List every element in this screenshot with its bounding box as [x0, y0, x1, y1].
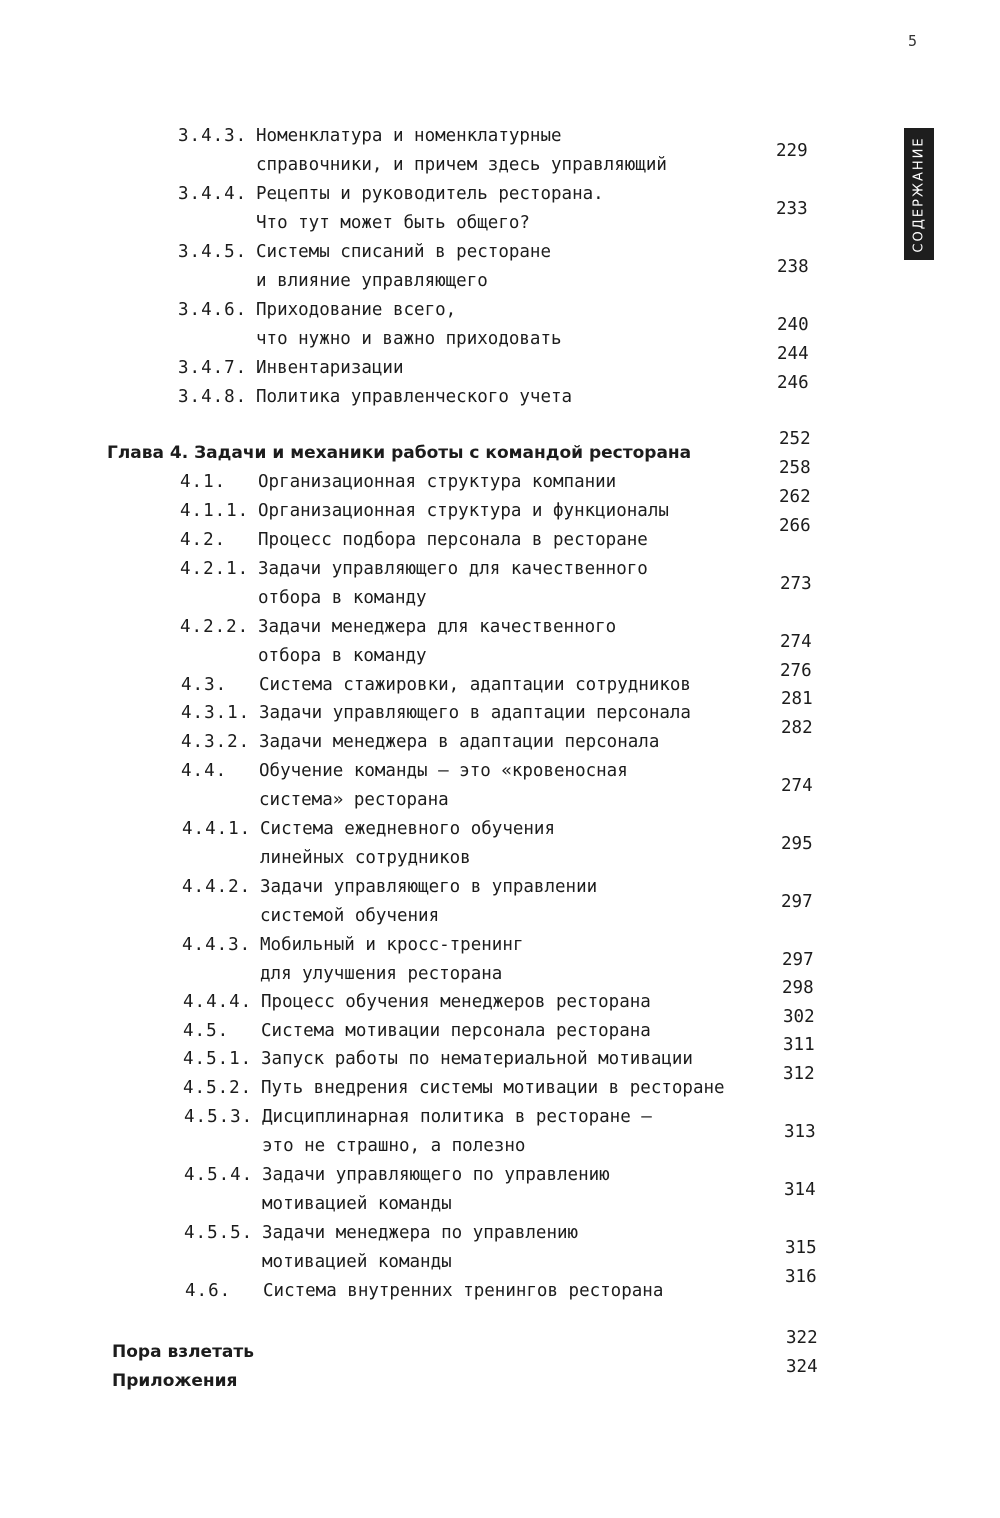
- section-title: Инвентаризации: [256, 358, 404, 378]
- toc-entry-line: [183, 1017, 651, 1046]
- toc-entry-line: [182, 931, 523, 960]
- page-ref: 297: [782, 950, 814, 970]
- toc-entry-line: [178, 325, 562, 354]
- section-title: Что тут может быть общего?: [256, 213, 530, 233]
- page-ref: 295: [781, 834, 813, 854]
- page-ref: 316: [785, 1267, 817, 1287]
- section-tab: [904, 128, 934, 260]
- toc-entry-line: [182, 873, 597, 902]
- page-ref: 276: [780, 661, 812, 681]
- section-number: 4.4.2.: [182, 877, 252, 897]
- section-title: Задачи управляющего в адаптации персонала: [259, 703, 691, 723]
- section-title: Путь внедрения системы мотивации в ресторане: [261, 1078, 725, 1098]
- toc-entry-line: [181, 757, 628, 786]
- section-title: Организационная структура и функционалы: [258, 501, 669, 521]
- section-number: 4.1.: [180, 472, 227, 492]
- toc-entry-line: [178, 180, 604, 209]
- section-title: мотивацией команды: [262, 1194, 452, 1214]
- page-ref: 262: [779, 487, 811, 507]
- section-title: Система стажировки, адаптации сотрудников: [259, 675, 691, 695]
- toc-entry-line: [178, 122, 562, 151]
- toc-entry-line: [181, 671, 691, 700]
- toc-entry-line: [185, 1277, 663, 1306]
- page-ref: 273: [780, 574, 812, 594]
- page-ref: 252: [779, 429, 811, 449]
- section-title: Дисциплинарная политика в ресторане —: [262, 1107, 652, 1127]
- section-number: 4.5.1.: [183, 1049, 253, 1069]
- section-title: Система внутренних тренингов ресторана: [263, 1281, 664, 1301]
- section-number: 4.4.3.: [182, 935, 252, 955]
- toc-entry-line: [180, 555, 648, 584]
- section-title: Задачи управляющего в управлении: [260, 877, 598, 897]
- toc-entry-line: [181, 786, 449, 815]
- section-number: 4.5.: [183, 1021, 230, 1041]
- section-title: Номенклатура и номенклатурные: [256, 126, 562, 146]
- toc-entry-line: [184, 1248, 452, 1277]
- section-title: Система мотивации персонала ресторана: [261, 1021, 651, 1041]
- section-title: Системы списаний в ресторане: [256, 242, 552, 262]
- toc-entry-line: [184, 1132, 525, 1161]
- toc-entry-line: [178, 238, 551, 267]
- section-number: 4.3.: [181, 675, 228, 695]
- section-title: это не страшно, а полезно: [262, 1136, 526, 1156]
- page-ref: 281: [781, 689, 813, 709]
- page-ref: 244: [777, 344, 809, 364]
- section-title: линейных сотрудников: [260, 848, 471, 868]
- chapter-title: Пора взлетать: [112, 1342, 255, 1362]
- chapter-title: Приложения: [112, 1371, 238, 1391]
- section-title: Политика управленческого учета: [256, 387, 573, 407]
- section-title: Процесс обучения менеджеров ресторана: [261, 992, 651, 1012]
- page-ref: 324: [786, 1357, 818, 1377]
- section-number: 3.4.3.: [178, 126, 248, 146]
- toc-entry-line: [178, 354, 404, 383]
- section-number: 4.2.: [180, 530, 227, 550]
- page-ref: 313: [784, 1122, 816, 1142]
- section-title: Процесс подбора персонала в ресторане: [258, 530, 648, 550]
- toc-entry-line: [182, 844, 471, 873]
- toc-entry-line: [182, 960, 502, 989]
- section-title: Рецепты и руководитель ресторана.: [256, 184, 604, 204]
- section-title: отбора в команду: [258, 588, 427, 608]
- section-number: 4.4.1.: [182, 819, 252, 839]
- section-title: справочники, и причем здесь управляющий: [256, 155, 667, 175]
- page-ref: 314: [784, 1180, 816, 1200]
- toc-entry-line: [182, 815, 555, 844]
- toc-entry-line: [178, 296, 456, 325]
- page-ref: 240: [777, 315, 809, 335]
- section-title: Запуск работы по нематериальной мотивации: [261, 1049, 693, 1069]
- section-title: Задачи управляющего для качественного: [258, 559, 648, 579]
- section-title: Система ежедневного обучения: [260, 819, 556, 839]
- toc-entry-line: [178, 267, 488, 296]
- section-title: и влияние управляющего: [256, 271, 488, 291]
- section-number: 3.4.6.: [178, 300, 248, 320]
- page-ref: 229: [776, 141, 808, 161]
- chapter-title: Глава 4. Задачи и механики работы с командой ресторана: [107, 443, 692, 463]
- section-title: системой обучения: [260, 906, 440, 926]
- section-title: мотивацией команды: [262, 1252, 452, 1272]
- toc-entry-line: [184, 1161, 610, 1190]
- section-title: Обучение команды — это «кровеносная: [259, 761, 628, 781]
- section-number: 3.4.8.: [178, 387, 248, 407]
- section-number: 4.5.5.: [184, 1223, 254, 1243]
- page-ref: 297: [781, 892, 813, 912]
- section-title: Задачи менеджера в адаптации персонала: [259, 732, 660, 752]
- page-ref: 322: [786, 1328, 818, 1348]
- section-number: 4.2.2.: [180, 617, 250, 637]
- section-tab-label: СОДЕРЖАНИЕ: [911, 135, 927, 253]
- page-ref: 233: [776, 199, 808, 219]
- toc-entry-line: [180, 642, 427, 671]
- section-title: система» ресторана: [259, 790, 449, 810]
- section-title: что нужно и важно приходовать: [256, 329, 562, 349]
- toc-entry-line: [181, 699, 691, 728]
- toc-entry-line: [182, 902, 439, 931]
- toc-entry-line: [180, 613, 616, 642]
- section-title: Задачи менеджера по управлению: [262, 1223, 579, 1243]
- page-ref: 311: [783, 1035, 815, 1055]
- page-ref: 274: [781, 776, 813, 796]
- page-ref: 258: [779, 458, 811, 478]
- section-number: 4.5.3.: [184, 1107, 254, 1127]
- section-title: отбора в команду: [258, 646, 427, 666]
- page-ref: 312: [783, 1064, 815, 1084]
- section-number: 4.2.1.: [180, 559, 250, 579]
- section-number: 4.6.: [185, 1281, 232, 1301]
- page-number: 5: [908, 32, 918, 50]
- page-ref: 246: [777, 373, 809, 393]
- toc-entry-line: [184, 1219, 578, 1248]
- page-ref: 298: [782, 978, 814, 998]
- toc-entry-line: [183, 988, 651, 1017]
- section-number: 4.3.2.: [181, 732, 251, 752]
- page-ref: 315: [785, 1238, 817, 1258]
- section-number: 3.4.5.: [178, 242, 248, 262]
- section-number: 4.1.1.: [180, 501, 250, 521]
- toc-entry-line: [180, 497, 669, 526]
- section-number: 4.5.2.: [183, 1078, 253, 1098]
- page-ref: 302: [783, 1007, 815, 1027]
- toc-entry-line: [180, 584, 427, 613]
- toc-entry-line: [181, 728, 659, 757]
- section-number: 4.4.4.: [183, 992, 253, 1012]
- section-number: 4.5.4.: [184, 1165, 254, 1185]
- section-number: 4.4.: [181, 761, 228, 781]
- page-ref: 238: [777, 257, 809, 277]
- toc-entry-line: [183, 1074, 725, 1103]
- section-title: Задачи управляющего по управлению: [262, 1165, 610, 1185]
- section-number: 4.3.1.: [181, 703, 251, 723]
- toc-entry-line: [178, 383, 572, 412]
- page-ref: 282: [781, 718, 813, 738]
- section-number: 3.4.4.: [178, 184, 248, 204]
- section-title: Задачи менеджера для качественного: [258, 617, 617, 637]
- toc-entry-line: [178, 151, 667, 180]
- section-title: Организационная структура компании: [258, 472, 617, 492]
- toc-entry-line: [184, 1103, 652, 1132]
- page-ref: 266: [779, 516, 811, 536]
- section-title: Мобильный и кросс-тренинг: [260, 935, 524, 955]
- section-title: для улучшения ресторана: [260, 964, 503, 984]
- toc-entry-line: [180, 526, 648, 555]
- toc-entry-line: [178, 209, 530, 238]
- toc-entry-line: [180, 468, 616, 497]
- section-number: 3.4.7.: [178, 358, 248, 378]
- toc-entry-line: [184, 1190, 452, 1219]
- section-title: Приходование всего,: [256, 300, 457, 320]
- toc-entry-line: [183, 1045, 693, 1074]
- page-ref: 274: [780, 632, 812, 652]
